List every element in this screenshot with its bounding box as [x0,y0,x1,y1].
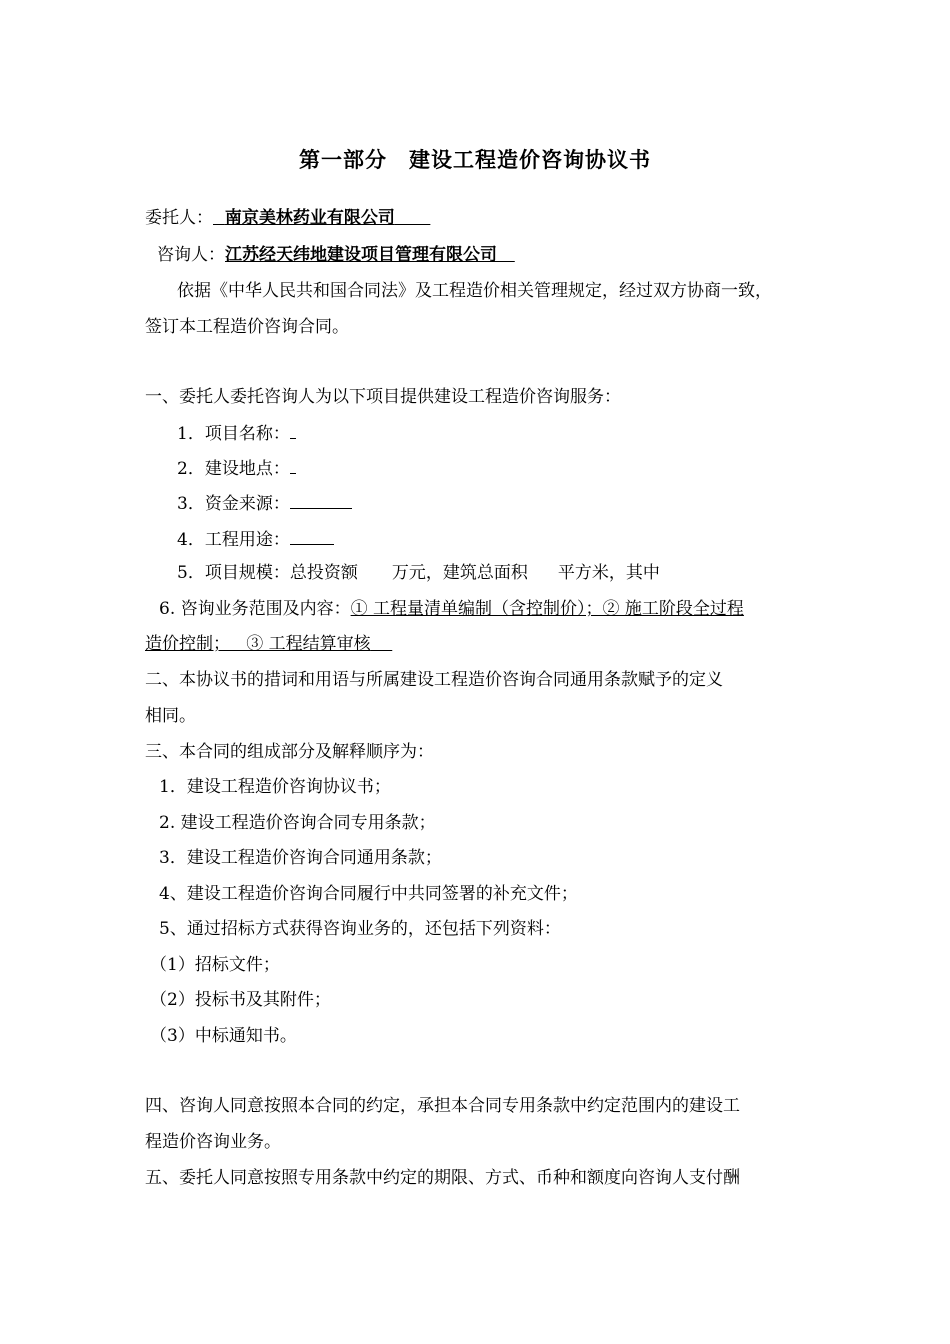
section2-line-1: 二、本协议书的措词和用语与所属建设工程造价咨询合同通用条款赋予的定义 [145,670,723,690]
section1-item-2: 2．建设地点： [177,455,296,481]
section1-item-4: 4．工程用途： [177,526,334,552]
intro-line-2: 签订本工程造价咨询合同。 [145,317,349,337]
section3-item-5: 5、通过招标方式获得咨询业务的，还包括下列资料： [159,919,561,939]
document-title [0,144,950,174]
title-name: 建设工程造价咨询协议书 [409,148,651,172]
section3-item-3: 3．建设工程造价咨询合同通用条款； [159,848,442,868]
funding-blank [290,490,352,509]
section2-line-2: 相同。 [145,706,196,726]
consultant-label: 咨询人： [157,245,225,265]
usage-blank [290,526,334,545]
section5-line-1: 五、委托人同意按照专用条款中约定的期限、方式、币种和额度向咨询人支付酬 [145,1168,740,1188]
section3-sub-3: （3）中标通知书。 [150,1026,297,1046]
intro-line-1: 依据《中华人民共和国合同法》及工程造价相关管理规定，经过双方协商一致， [177,281,772,301]
client-label: 委托人： [145,208,213,228]
title-part: 第一部分 [299,148,387,172]
section1-item-5: 5．项目规模：总投资额 万元，建筑总面积 平方米，其中 [177,563,660,583]
section3-heading: 三、本合同的组成部分及解释顺序为： [145,742,434,762]
section3-item-4: 4、建设工程造价咨询合同履行中共同签署的补充文件； [159,884,578,904]
scope-value-2: 造价控制； ③ 工程结算审核 [145,634,371,654]
section3-sub-2: （2）投标书及其附件； [150,990,331,1010]
consultant-row [157,243,515,267]
section3-item-1: 1．建设工程造价咨询协议书； [159,777,391,797]
section3-item-2: 2. 建设工程造价咨询合同专用条款； [159,813,436,833]
scope-value-1: ① 工程量清单编制（含控制价）；② 施工阶段全过程 [350,599,744,619]
client-row [145,206,430,230]
section1-item-6-cont [145,632,392,656]
consultant-value: 江苏经天纬地建设项目管理有限公司 [225,245,497,265]
section4-line-2: 程造价咨询业务。 [145,1132,281,1152]
section1-item-6 [159,597,744,621]
project-name-blank [290,420,296,439]
location-blank [290,455,296,474]
section1-item-1: 1．项目名称： [177,420,296,446]
client-value: 南京美林药业有限公司 [224,208,395,228]
section4-line-1: 四、咨询人同意按照本合同的约定，承担本合同专用条款中约定范围内的建设工 [145,1096,740,1116]
section1-heading: 一、委托人委托咨询人为以下项目提供建设工程造价咨询服务： [145,387,621,407]
section1-item-3: 3．资金来源： [177,490,352,516]
section3-sub-1: （1）招标文件； [150,955,280,975]
scope-label: 6. 咨询业务范围及内容： [159,599,351,619]
